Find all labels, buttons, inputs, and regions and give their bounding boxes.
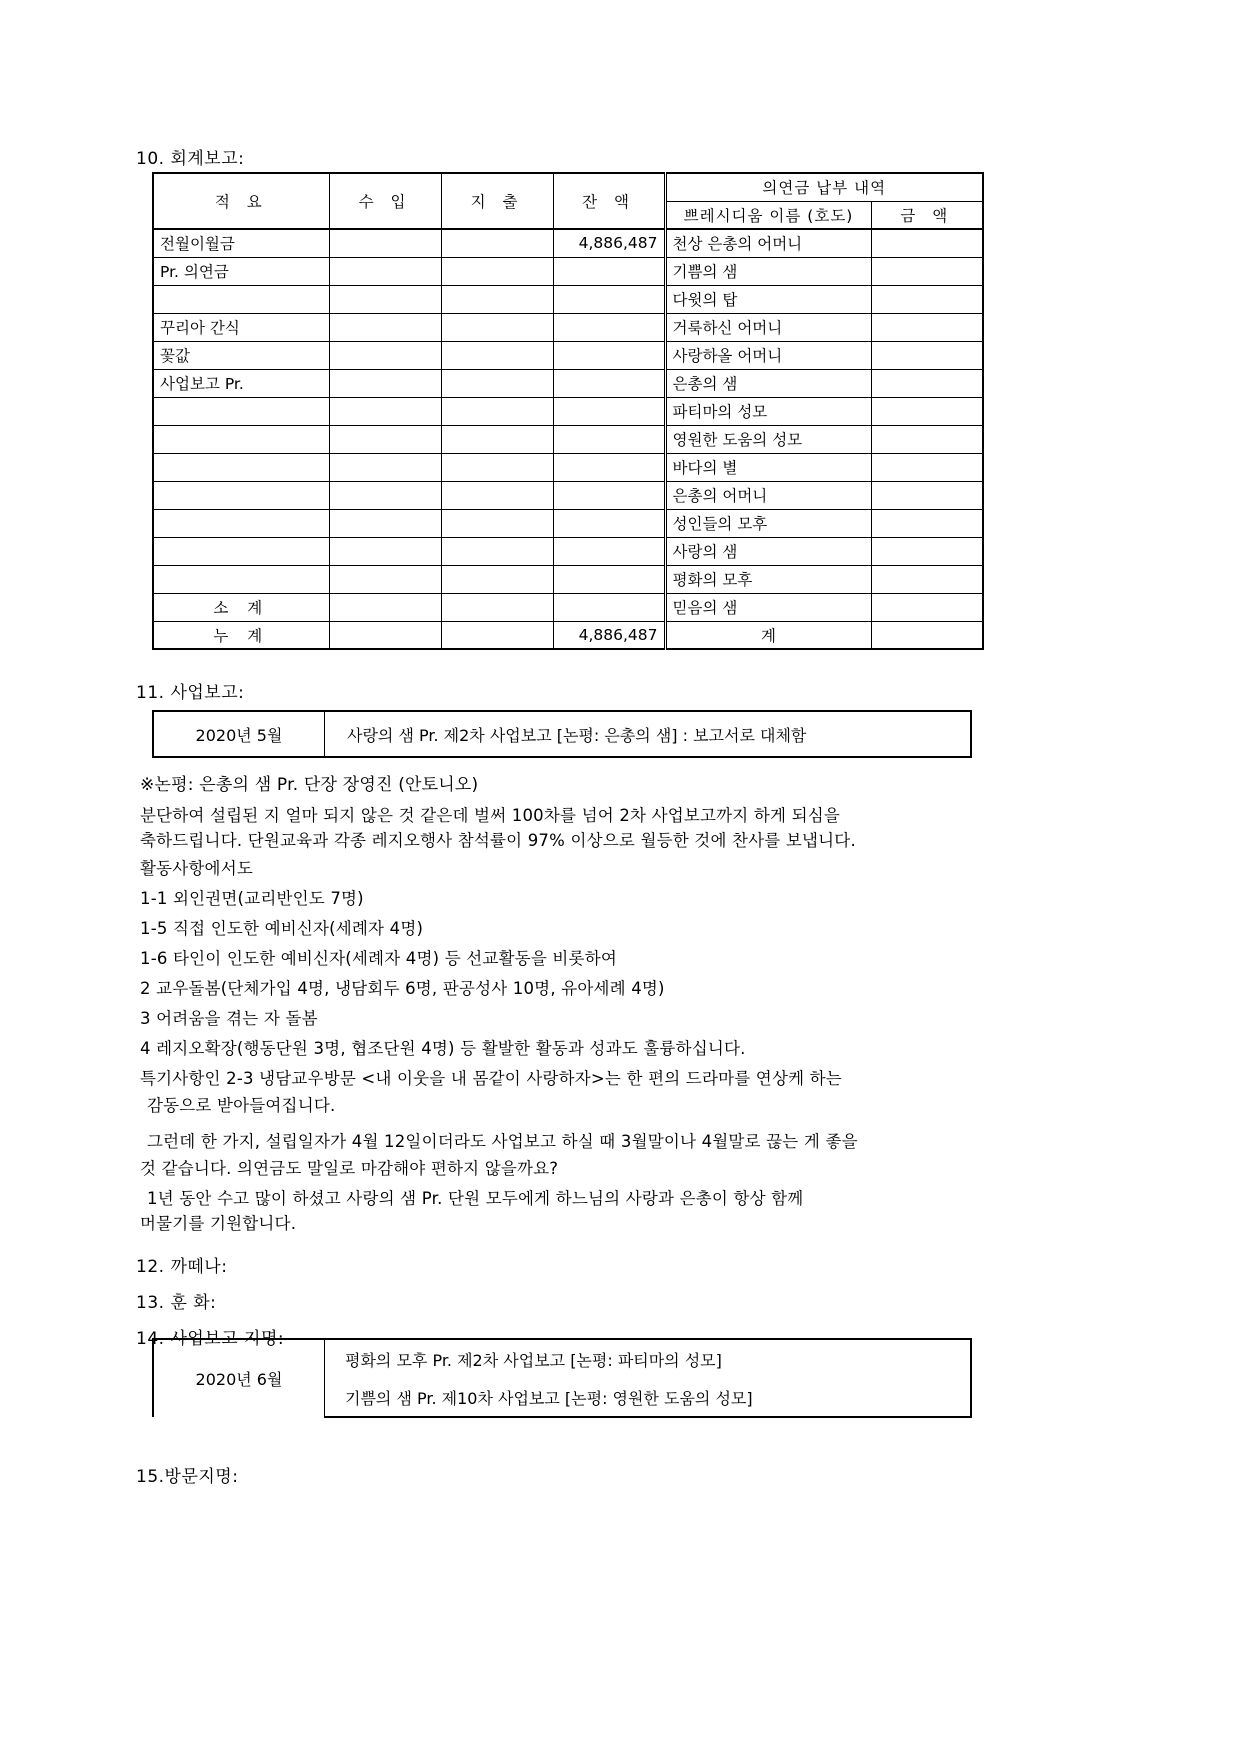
cell-presidium-name: 기쁨의 샘 bbox=[665, 257, 871, 285]
business-report-table bbox=[152, 710, 972, 758]
cell-amount bbox=[871, 537, 983, 565]
cell-expense bbox=[441, 565, 553, 593]
cell-expense bbox=[441, 537, 553, 565]
cell-amount bbox=[871, 341, 983, 369]
cell-description: 꾸리아 간식 bbox=[153, 313, 329, 341]
cell-description bbox=[153, 565, 329, 593]
table-row bbox=[153, 229, 983, 257]
cell-description bbox=[153, 481, 329, 509]
table-row bbox=[153, 369, 983, 397]
cell-description bbox=[153, 285, 329, 313]
cell-expense bbox=[441, 509, 553, 537]
cell-balance bbox=[553, 509, 665, 537]
header-description: 적 요 bbox=[153, 173, 329, 229]
cell-amount bbox=[871, 257, 983, 285]
cell-balance bbox=[553, 341, 665, 369]
cell-income bbox=[329, 481, 441, 509]
cell-expense bbox=[441, 481, 553, 509]
total-expense bbox=[441, 621, 553, 649]
table-row bbox=[153, 593, 983, 621]
cell-amount bbox=[871, 285, 983, 313]
cell-balance bbox=[553, 537, 665, 565]
commentary-line: 활동사항에서도 bbox=[140, 859, 253, 878]
commentary-line: 감동으로 받아들여집니다. bbox=[147, 1096, 336, 1115]
total-label-name: 계 bbox=[665, 621, 871, 649]
cell-amount bbox=[871, 229, 983, 257]
table-row bbox=[153, 285, 983, 313]
commentary-line: 분단하여 설립된 지 얼마 되지 않은 것 같은데 벌써 100차를 넘어 2차 사업보고까지 하게 되심을 bbox=[140, 806, 841, 825]
cell-income bbox=[329, 565, 441, 593]
cell-amount bbox=[871, 593, 983, 621]
table-row bbox=[153, 425, 983, 453]
cell-description bbox=[153, 453, 329, 481]
section-heading-visit-designation: 15.방문지명: bbox=[136, 1467, 239, 1487]
cell-income bbox=[329, 453, 441, 481]
commentary-line: 3 어려움을 겪는 자 돌봄 bbox=[140, 1009, 318, 1028]
cell-income bbox=[329, 509, 441, 537]
designation-table bbox=[152, 1338, 972, 1418]
commentary-line: 1-6 타인이 인도한 예비신자(세례자 4명) 등 선교활동을 비롯하여 bbox=[140, 949, 617, 968]
cell-description bbox=[153, 425, 329, 453]
cell-amount bbox=[871, 453, 983, 481]
commentary-line: 2 교우돌봄(단체가입 4명, 냉담회두 6명, 판공성사 10명, 유아세례 4명) bbox=[140, 979, 665, 998]
table-row bbox=[153, 257, 983, 285]
header-presidium-name: 쁘레시디움 이름 (호도) bbox=[665, 201, 871, 229]
cell-income bbox=[329, 397, 441, 425]
cell-presidium-name: 사랑의 샘 bbox=[665, 537, 871, 565]
cell-amount bbox=[871, 369, 983, 397]
cell-expense bbox=[441, 313, 553, 341]
cell-description bbox=[153, 397, 329, 425]
cell-balance bbox=[553, 425, 665, 453]
commentary-line: 1-1 외인권면(교리반인도 7명) bbox=[140, 889, 364, 908]
commentary-line: 1-5 직접 인도한 예비신자(세례자 4명) bbox=[140, 919, 424, 938]
header-balance: 잔 액 bbox=[553, 173, 665, 229]
commentary-line: 머물기를 기원합니다. bbox=[140, 1214, 297, 1233]
cell-expense bbox=[441, 229, 553, 257]
cell-description: 사업보고 Pr. bbox=[153, 369, 329, 397]
cell-balance bbox=[553, 593, 665, 621]
commentary-line: 그런데 한 가지, 설립일자가 4월 12일이더라도 사업보고 하실 때 3월말이나 4월말로 끊는 게 좋을 bbox=[147, 1132, 858, 1151]
cell-amount bbox=[871, 313, 983, 341]
table-row bbox=[153, 1339, 971, 1378]
cell-income bbox=[329, 425, 441, 453]
table-row bbox=[153, 537, 983, 565]
cell-expense bbox=[441, 257, 553, 285]
cell-presidium-name: 바다의 별 bbox=[665, 453, 871, 481]
cell-description: 꽃값 bbox=[153, 341, 329, 369]
cell-description: 전월이월금 bbox=[153, 229, 329, 257]
commentary-line: 4 레지오확장(행동단원 3명, 협조단원 4명) 등 활발한 활동과 성과도 훌륭하십니다. bbox=[140, 1039, 746, 1058]
commentary-title: ※논평: 은총의 샘 Pr. 단장 장영진 (안토니오) bbox=[140, 775, 479, 795]
cell-amount bbox=[871, 481, 983, 509]
table-row bbox=[153, 397, 983, 425]
cell-presidium-name: 천상 은총의 어머니 bbox=[665, 229, 871, 257]
cell-description: Pr. 의연금 bbox=[153, 257, 329, 285]
total-description: 누 계 bbox=[153, 621, 329, 649]
cell-balance bbox=[553, 481, 665, 509]
header-income: 수 입 bbox=[329, 173, 441, 229]
cell-presidium-name: 평화의 모후 bbox=[665, 565, 871, 593]
cell-income bbox=[329, 285, 441, 313]
cell-expense bbox=[441, 453, 553, 481]
cell-amount bbox=[871, 397, 983, 425]
report-date: 2020년 5월 bbox=[153, 711, 325, 757]
designation-date: 2020년 6월 bbox=[153, 1339, 325, 1417]
cell-expense bbox=[441, 341, 553, 369]
cell-balance bbox=[553, 313, 665, 341]
table-row bbox=[153, 313, 983, 341]
table-row bbox=[153, 341, 983, 369]
cell-balance bbox=[553, 565, 665, 593]
cell-expense bbox=[441, 397, 553, 425]
cell-income bbox=[329, 257, 441, 285]
cell-presidium-name: 사랑하올 어머니 bbox=[665, 341, 871, 369]
cell-balance bbox=[553, 285, 665, 313]
cell-balance bbox=[553, 369, 665, 397]
designation-line-2: 기쁨의 샘 Pr. 제10차 사업보고 [논평: 영원한 도움의 성모] bbox=[325, 1378, 972, 1417]
cell-presidium-name: 성인들의 모후 bbox=[665, 509, 871, 537]
cell-balance: 4,886,487 bbox=[553, 229, 665, 257]
accounting-table-body bbox=[153, 229, 983, 649]
cell-balance bbox=[553, 397, 665, 425]
table-total-row bbox=[153, 621, 983, 649]
commentary-line: 특기사항인 2-3 냉담교우방문 <내 이웃을 내 몸같이 사랑하자>는 한 편의 드라마를 연상케 하는 bbox=[140, 1069, 842, 1088]
section-heading-allocutio: 13. 훈 화: bbox=[136, 1293, 217, 1313]
cell-description bbox=[153, 509, 329, 537]
header-amount: 금 액 bbox=[871, 201, 983, 229]
table-row bbox=[153, 481, 983, 509]
section-heading-accounting: 10. 회계보고: bbox=[136, 149, 245, 169]
cell-income bbox=[329, 593, 441, 621]
cell-presidium-name: 영원한 도움의 성모 bbox=[665, 425, 871, 453]
cell-amount bbox=[871, 565, 983, 593]
cell-amount bbox=[871, 509, 983, 537]
cell-description: 소 계 bbox=[153, 593, 329, 621]
cell-presidium-name: 믿음의 샘 bbox=[665, 593, 871, 621]
cell-presidium-name: 거룩하신 어머니 bbox=[665, 313, 871, 341]
header-expense: 지 출 bbox=[441, 173, 553, 229]
header-donation-group: 의연금 납부 내역 bbox=[665, 173, 983, 201]
cell-income bbox=[329, 229, 441, 257]
cell-presidium-name: 은총의 샘 bbox=[665, 369, 871, 397]
section-heading-catena: 12. 까떼나: bbox=[136, 1257, 228, 1277]
table-row bbox=[153, 565, 983, 593]
section-heading-report-designation: 14. 사업보고 지명: bbox=[136, 1329, 285, 1349]
designation-line-1: 평화의 모후 Pr. 제2차 사업보고 [논평: 파티마의 성모] bbox=[325, 1339, 972, 1378]
cell-description bbox=[153, 537, 329, 565]
commentary-line: 것 같습니다. 의연금도 말일로 마감해야 편하지 않을까요? bbox=[140, 1159, 559, 1178]
cell-income bbox=[329, 313, 441, 341]
cell-income bbox=[329, 369, 441, 397]
cell-presidium-name: 은총의 어머니 bbox=[665, 481, 871, 509]
accounting-table-head bbox=[153, 173, 983, 229]
table-row bbox=[153, 711, 971, 757]
cell-income bbox=[329, 341, 441, 369]
cell-expense bbox=[441, 593, 553, 621]
table-row bbox=[153, 453, 983, 481]
commentary-line: 1년 동안 수고 많이 하셨고 사랑의 샘 Pr. 단원 모두에게 하느님의 사랑과 은총이 항상 함께 bbox=[147, 1189, 804, 1208]
accounting-table bbox=[152, 172, 984, 650]
total-amount bbox=[871, 621, 983, 649]
cell-income bbox=[329, 537, 441, 565]
cell-expense bbox=[441, 369, 553, 397]
cell-expense bbox=[441, 285, 553, 313]
total-income bbox=[329, 621, 441, 649]
cell-balance bbox=[553, 453, 665, 481]
cell-amount bbox=[871, 425, 983, 453]
section-heading-business-report: 11. 사업보고: bbox=[136, 683, 245, 703]
cell-balance bbox=[553, 257, 665, 285]
cell-expense bbox=[441, 425, 553, 453]
cell-presidium-name: 다윗의 탑 bbox=[665, 285, 871, 313]
cell-presidium-name: 파티마의 성모 bbox=[665, 397, 871, 425]
total-balance: 4,886,487 bbox=[553, 621, 665, 649]
table-row bbox=[153, 509, 983, 537]
report-text: 사랑의 샘 Pr. 제2차 사업보고 [논평: 은총의 샘] : 보고서로 대체함 bbox=[325, 711, 972, 757]
table-header-row-1 bbox=[153, 173, 983, 201]
commentary-line: 축하드립니다. 단원교육과 각종 레지오행사 참석률이 97% 이상으로 월등한 것에 찬사를 보냅니다. bbox=[140, 831, 856, 850]
